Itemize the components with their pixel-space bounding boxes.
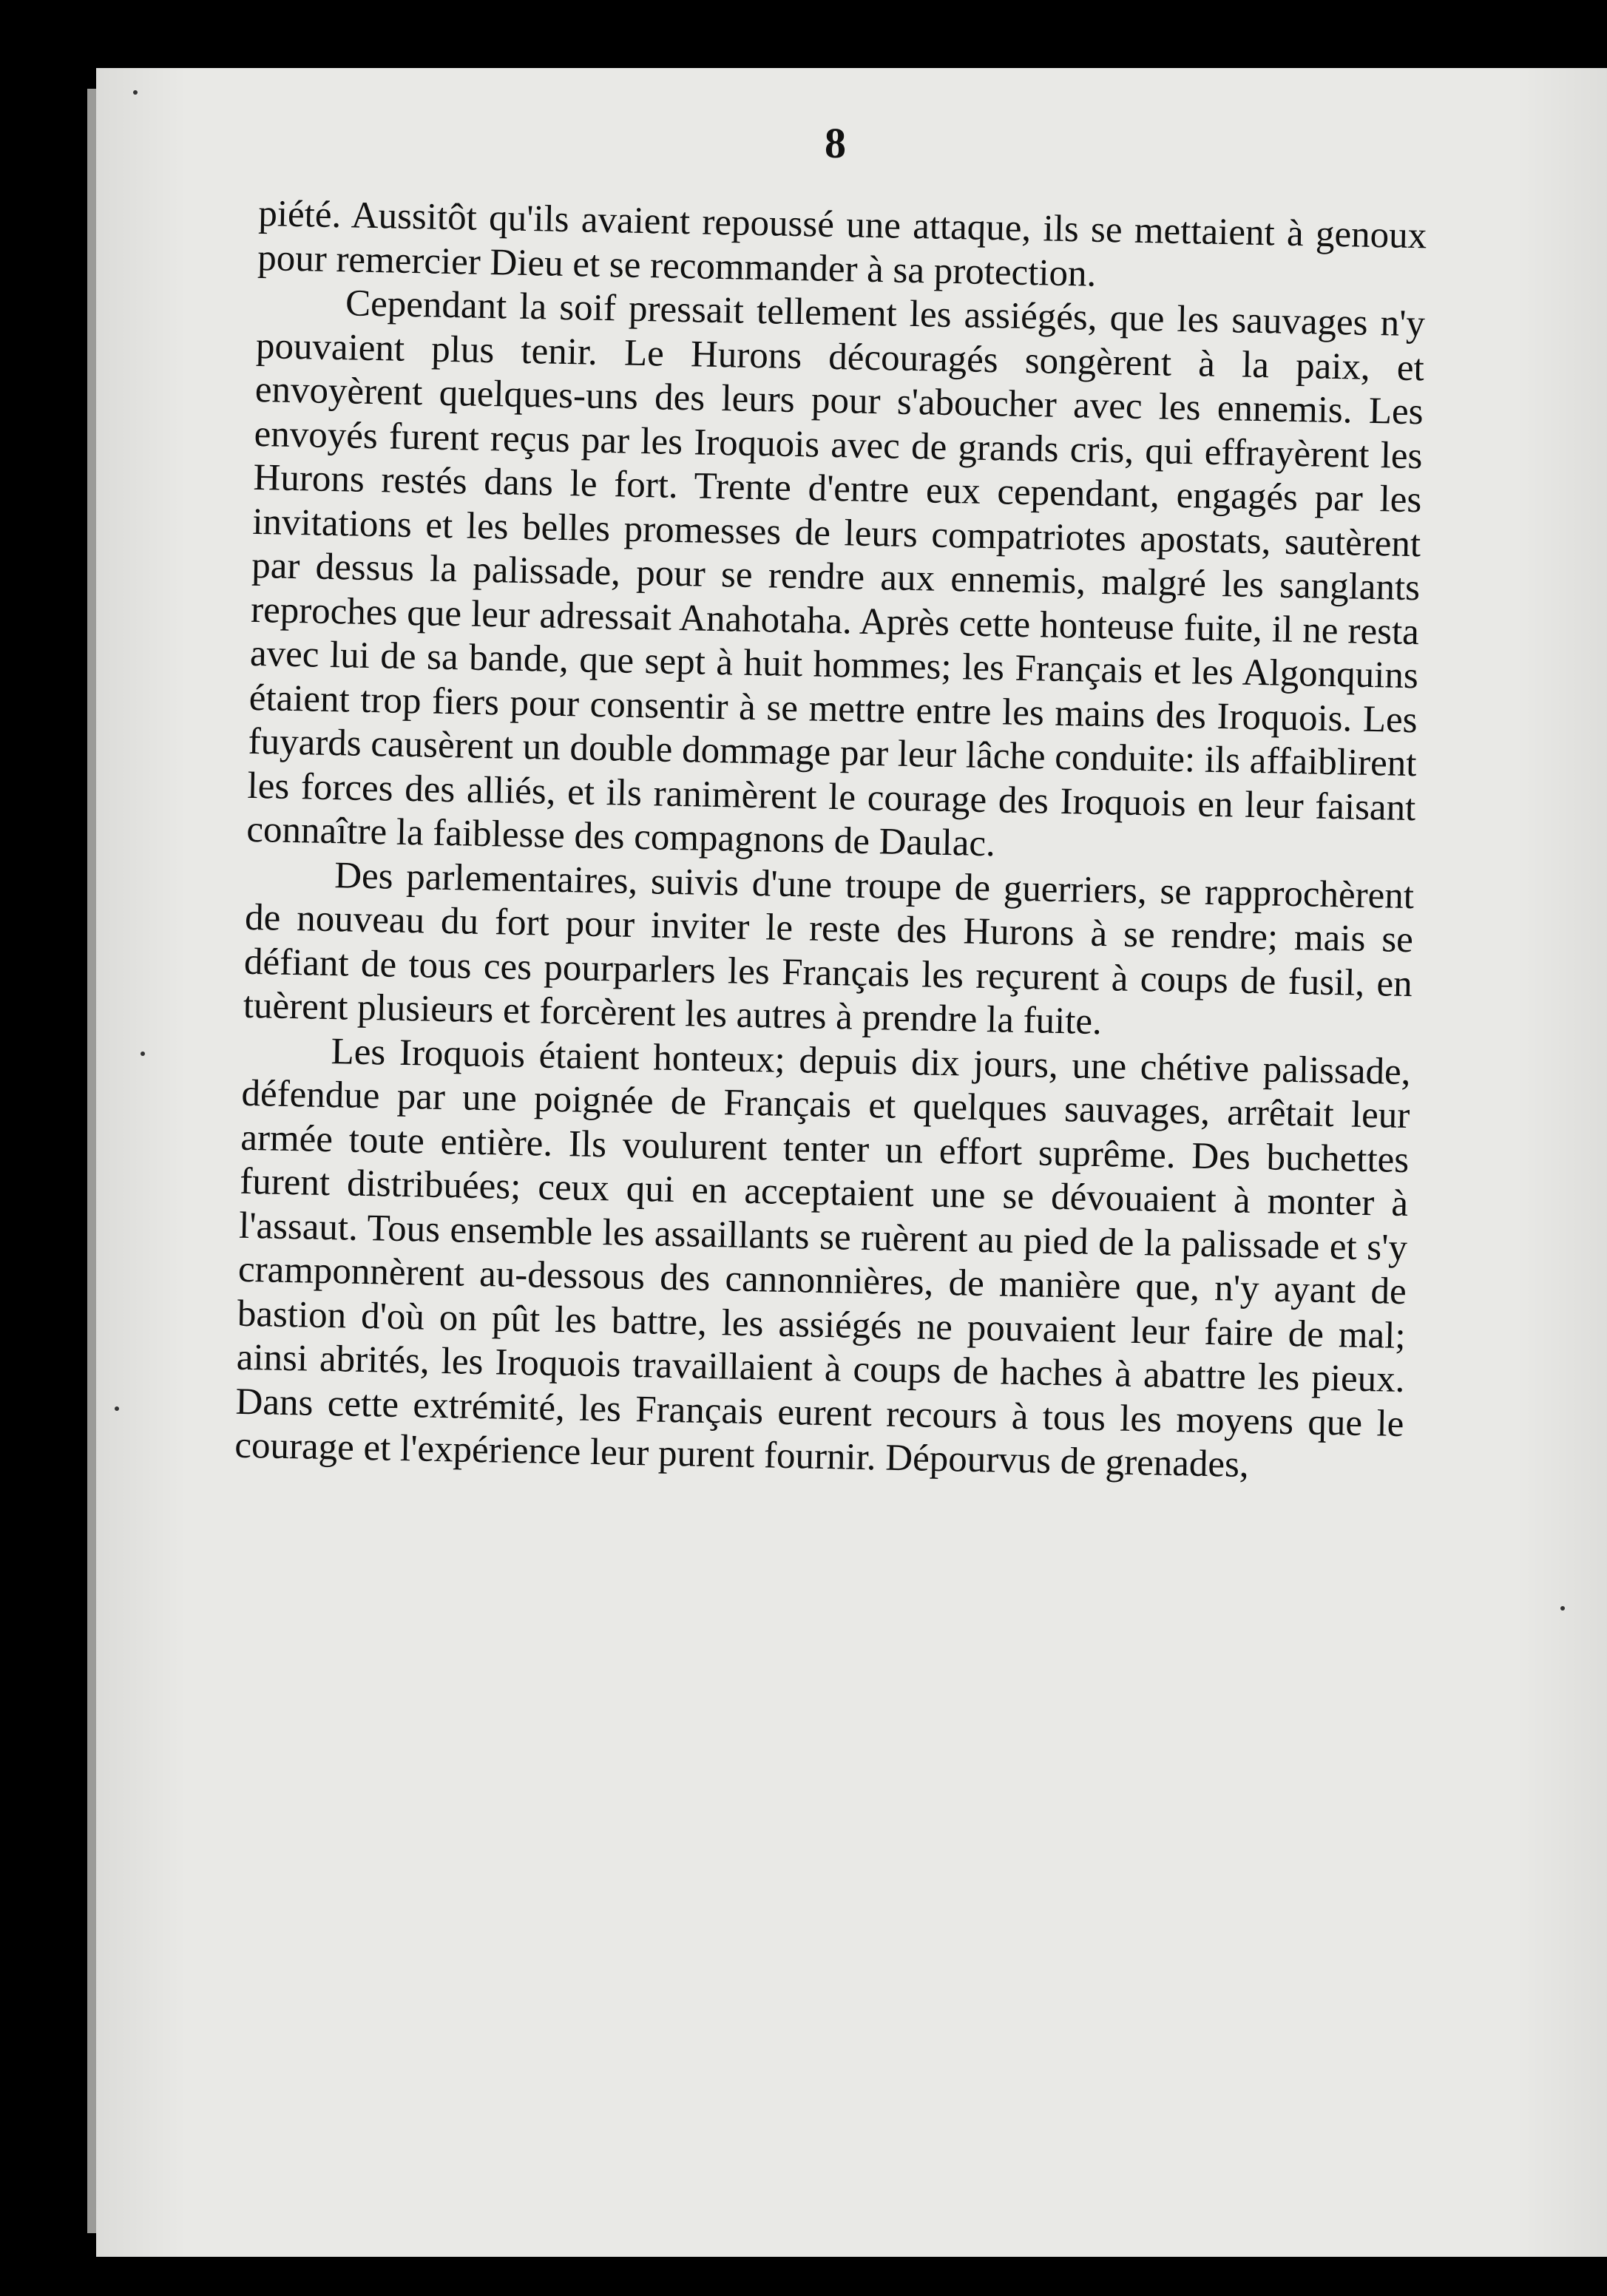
paragraph-3: Des parlementaires, suivis d'une troupe de guerriers, se rapprochèrent de nouveau du fort pour inviter le reste des Hurons à se rendre; mais se défiant de tous ces pourparlers les Français les reçurent à coups de fusil, en tuèrent plusieurs et forcèrent les autres à prendre la fuite. bbox=[243, 854, 1415, 1043]
paragraph-2: Cependant la soif pressait tellement les assiégés, que les sauvages n'y pouvaient plus tenir. Le Hurons découragés songèrent à la paix, et envoyèrent quelques-uns des leurs pour s'aboucher avec les ennemis. Les envoyés furent reçus par les Iroquois avec de grands cris, qui effrayèrent les Hurons restés dans le fort. Trente d'entre eux cependant, engagés par les invitations et les belles promesses de leurs compatriotes apostats, sautèrent par dessus la palissade, pour se rendre aux ennemis, malgré les sanglants reproches que leur adressait Anahotaha. Après cette honteuse fuite, il ne resta avec lui de sa bande, que sept à huit hommes; les Français et les Algonquins étaient trop fiers pour consentir à se mettre entre les mains des Iroquois. Les fuyards causèrent un double dommage par leur lâche conduite: ils affaiblirent les forces des alliés, et ils ranimèrent le courage des Iroquois en leur faisant connaître la faiblesse des compagnons de Daulac. bbox=[246, 282, 1426, 865]
paragraph-4: Les Iroquois étaient honteux; depuis dix jours, une chétive palissade, défendue par une poignée de Français et quelques sauvages, arrêtait leur armée toute entière. Ils voulurent tenter un effort suprême. Des buchettes furent distribuées; ceux qui en acceptaient une se dévouaient à monter à l'assaut. Tous ensemble les assaillants se ruèrent au pied de la palissade et s'y cramponnèrent au-dessous des cannonnières, de manière que, n'y ayant de bastion d'où on pût les battre, les assiégés ne pouvaient leur faire de mal; ainsi abrités, les Iroquois travaillaient à coups de haches à abattre les pieux. Dans cette extrémité, les Français eurent recours à tous les moyens que le courage et l'expérience leur purent fournir. Dépourvus de grenades, bbox=[234, 1030, 1411, 1486]
paragraph-1: piété. Aussitôt qu'ils avaient repoussé une attaque, ils se mettaient à genoux pour remercier Dieu et se recommander à sa protection. bbox=[257, 192, 1427, 295]
body-text bbox=[234, 192, 1427, 1491]
speck bbox=[133, 90, 138, 95]
speck bbox=[1560, 1606, 1565, 1611]
speck bbox=[141, 1052, 145, 1056]
speck bbox=[115, 1406, 119, 1411]
page-number: 8 bbox=[825, 119, 846, 167]
